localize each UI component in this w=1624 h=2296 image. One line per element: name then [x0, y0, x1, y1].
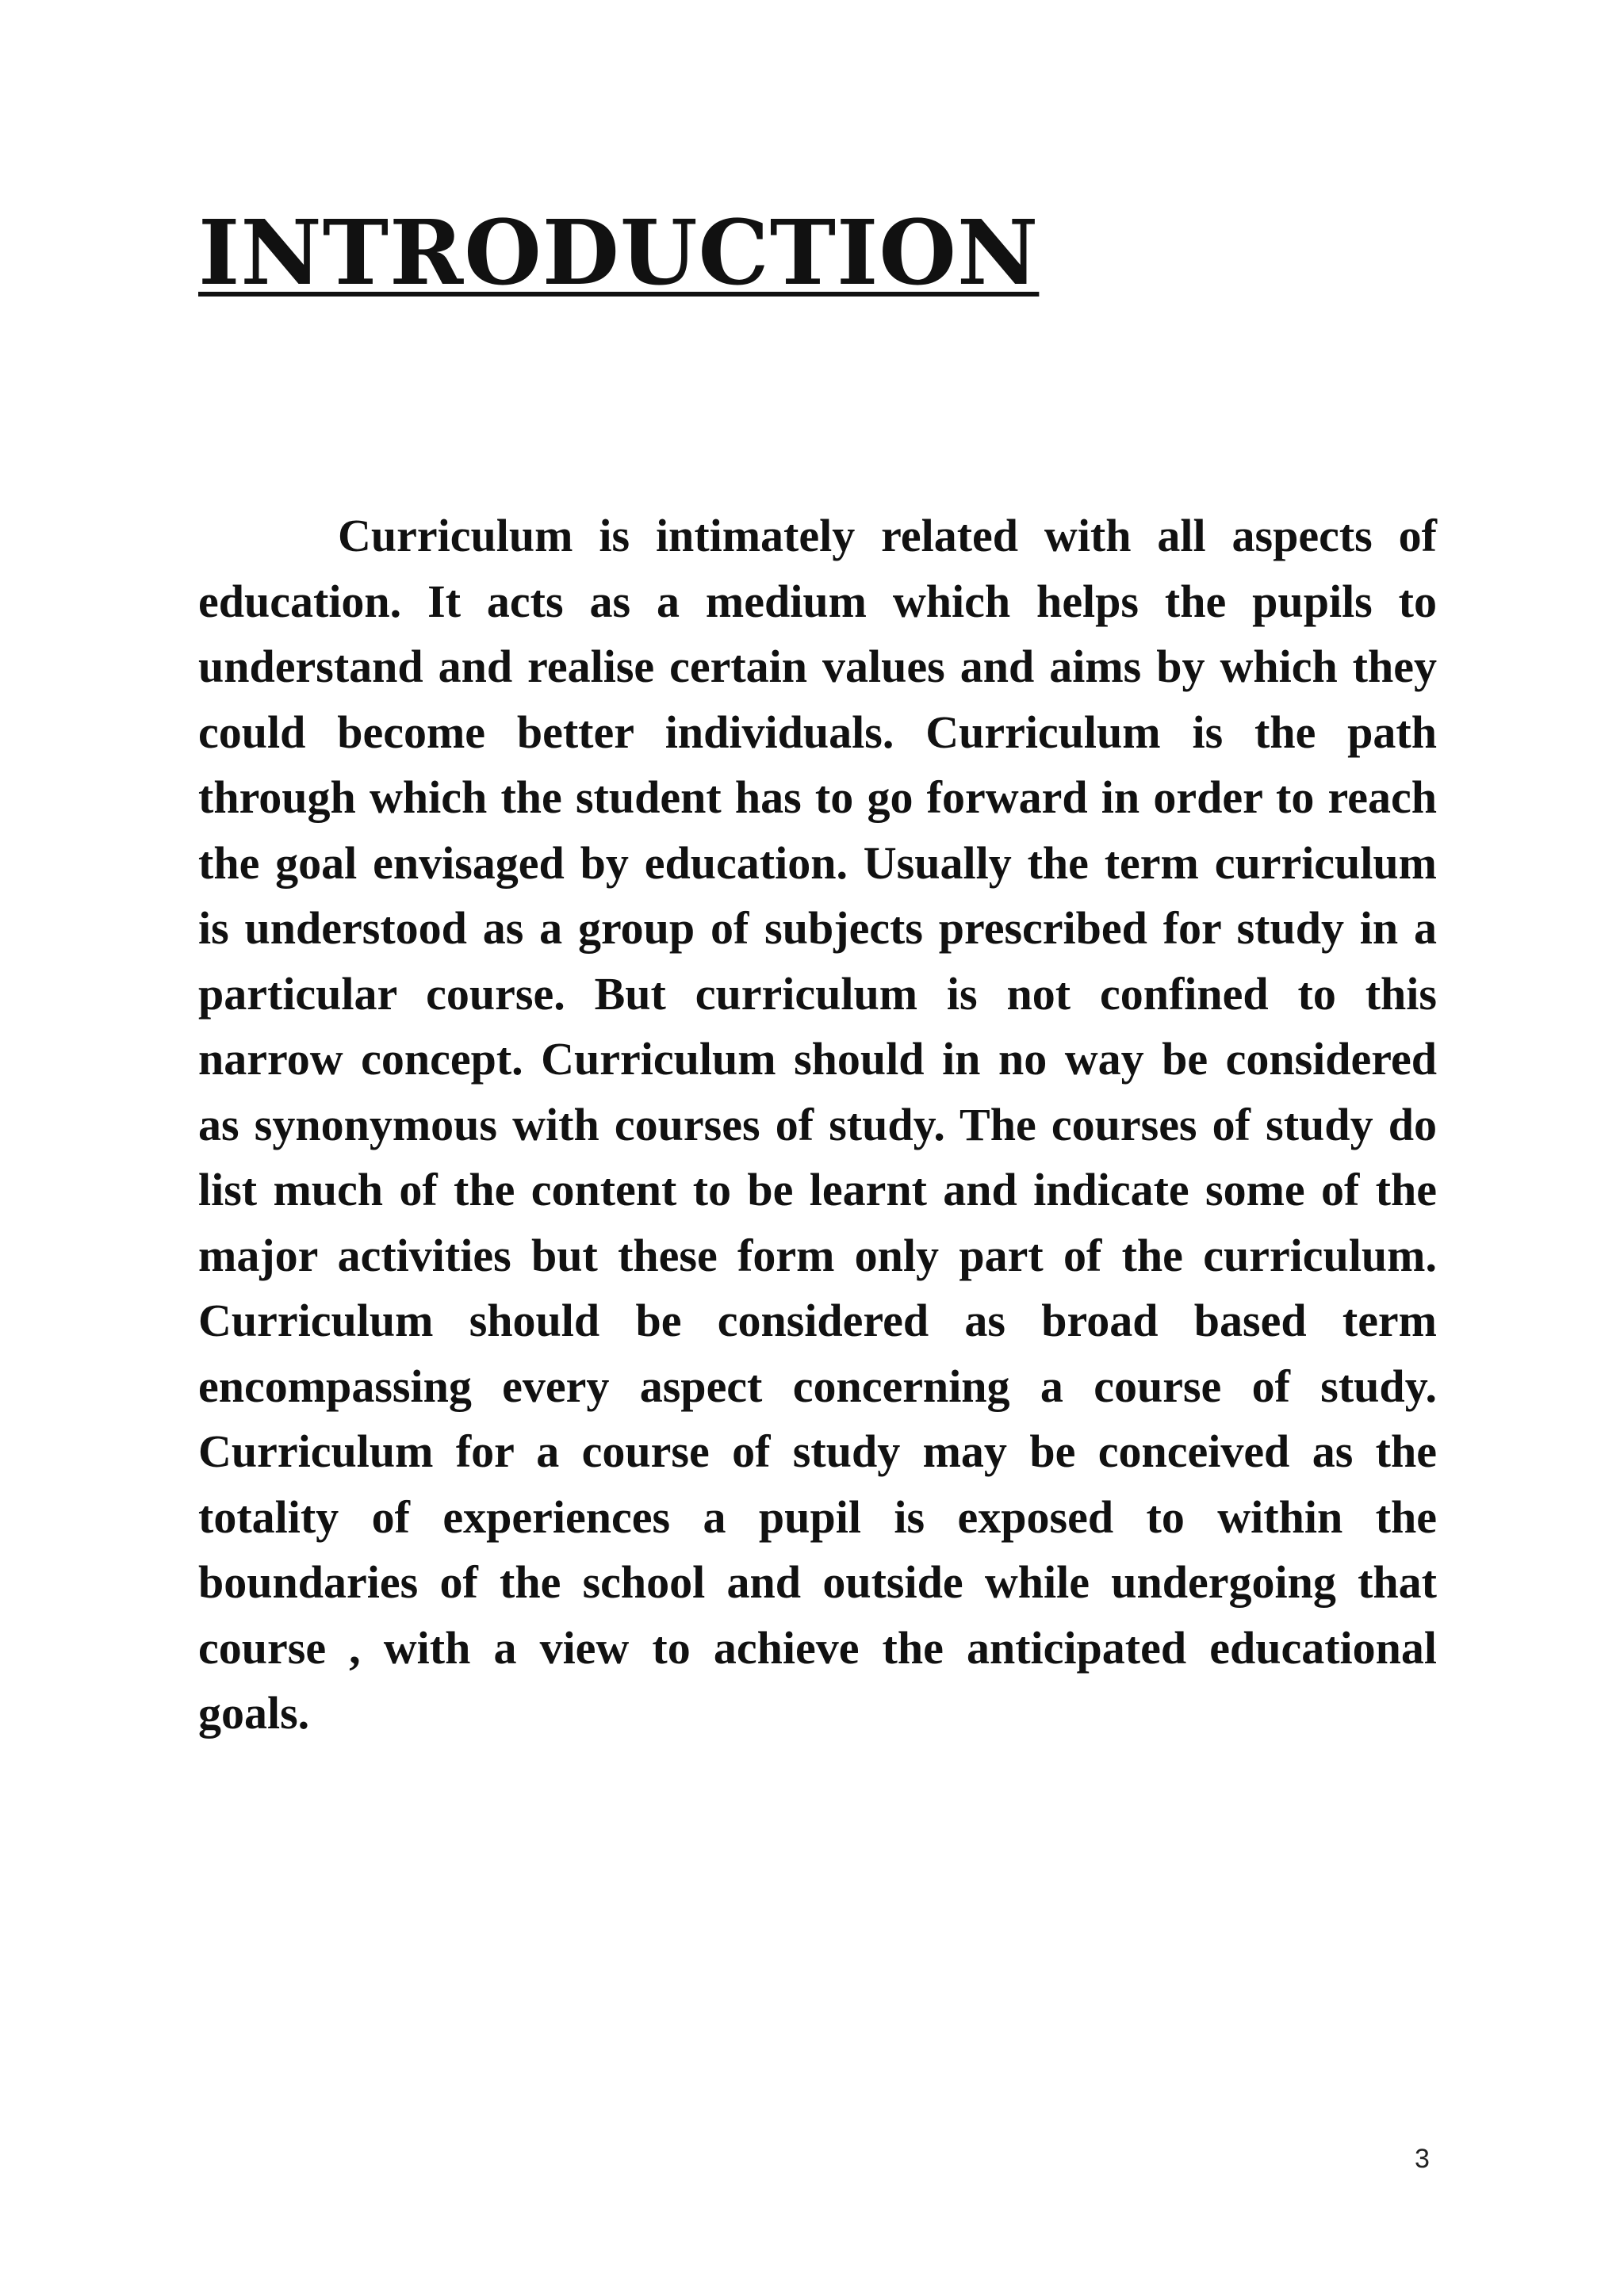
page-number: 3 — [1415, 2144, 1430, 2174]
page-title: INTRODUCTION — [198, 201, 1040, 305]
introduction-paragraph: Curriculum is intimately related with all aspects of education. It acts as a medium which helps the pupils to understand and realise certain values and aims by which they could become better individuals. Curriculum is the path through which the student has to go forward in order to reach the goal envisaged by education. Usually the term curriculum is understood as a group of subjects prescribed for study in a particular course. But curriculum is not confined to this narrow concept. Curriculum should in no way be considered as synonymous with courses of study. The courses of study do list much of the content to be learnt and indicate some of the major activities but these form only part of the curriculum. Curriculum should be considered as broad based term encompassing every aspect concerning a course of study. Curriculum for a course of study may be conceived as the totality of experiences a pupil is exposed to within the boundaries of the school and outside while undergoing that course , with a view to achieve the anticipated educational goals. — [198, 510, 1437, 1739]
